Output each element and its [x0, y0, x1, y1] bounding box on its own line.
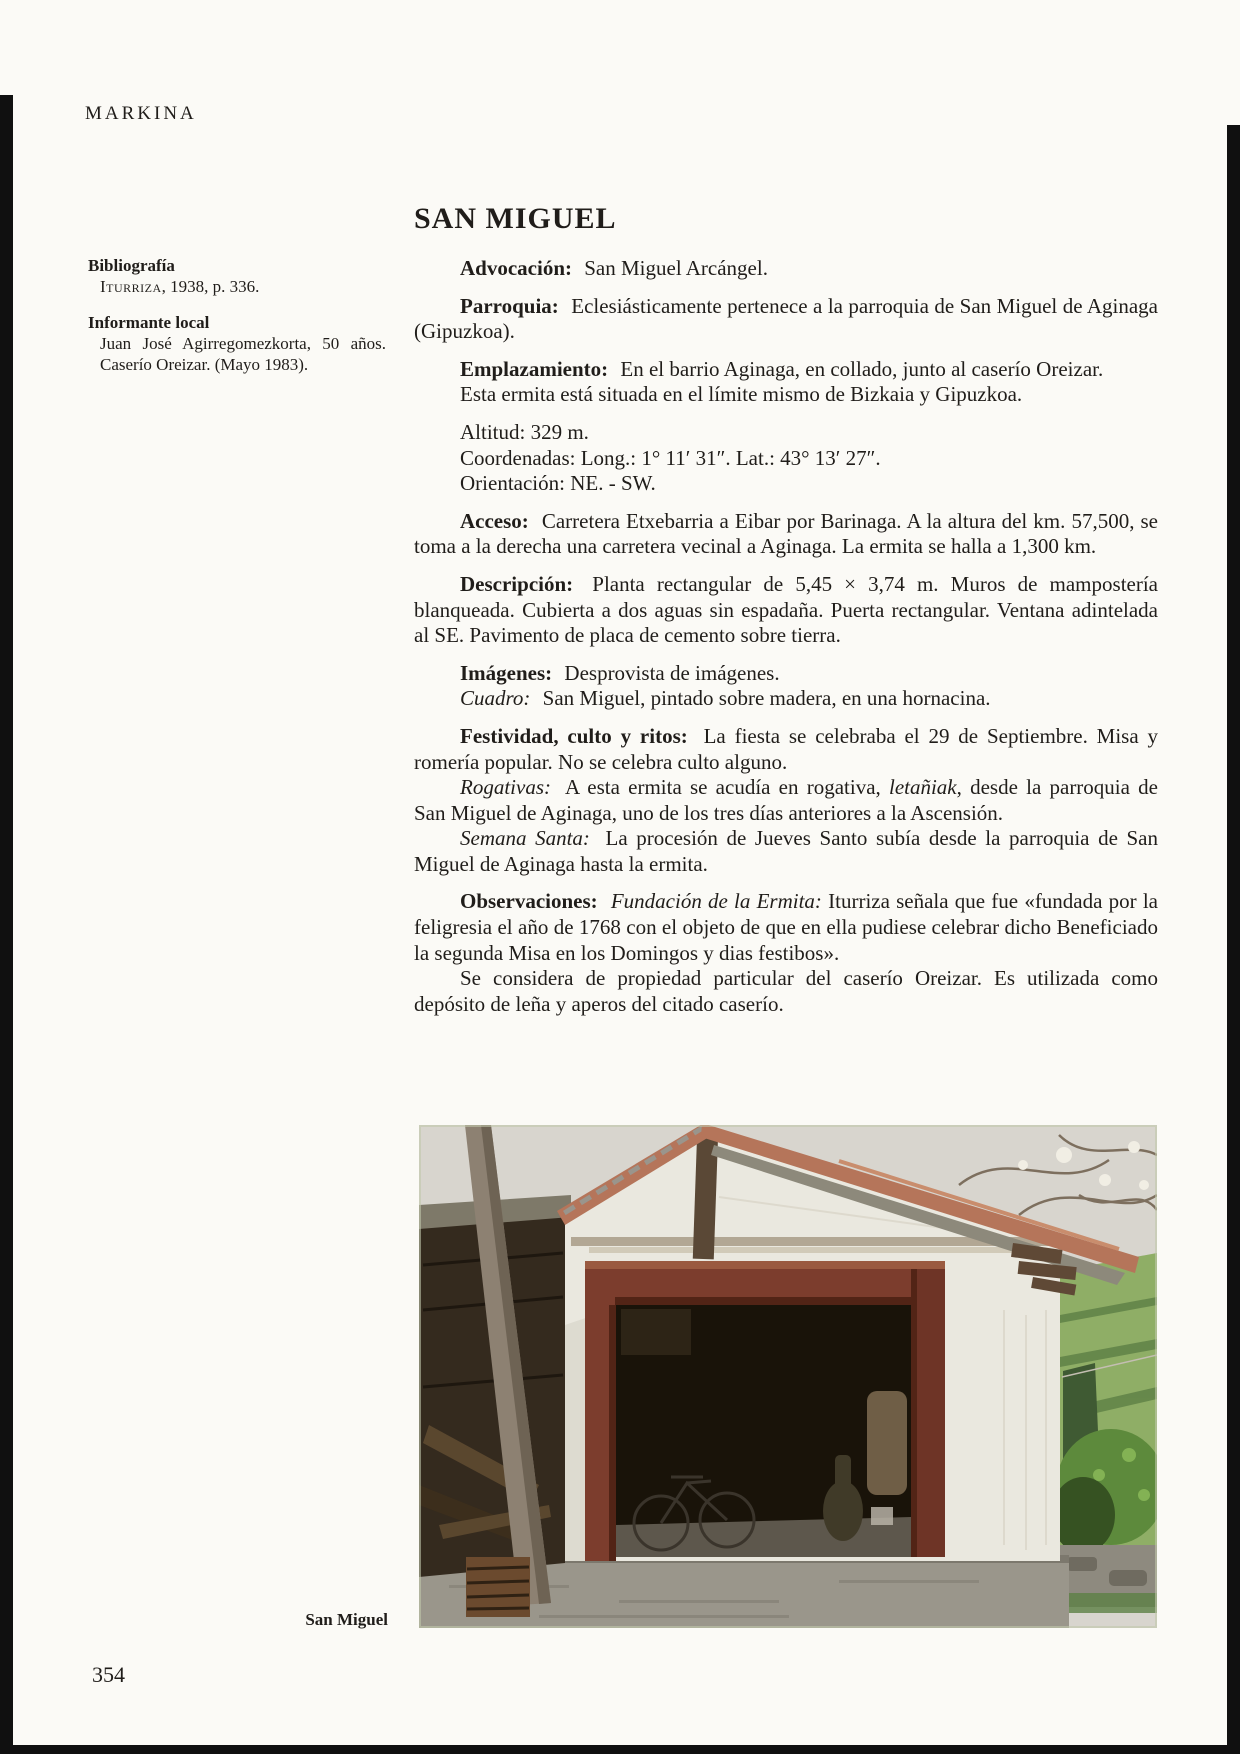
- paragraph-group: [414, 294, 1158, 345]
- paragraph: [414, 661, 1158, 687]
- bibliography-entry: [88, 276, 386, 297]
- text-run: En el barrio Aginaga, en collado, junto al caserío Oreizar.: [620, 356, 1104, 381]
- text-run: Esta ermita está situada en el límite mismo de Bizkaia y Gipuzkoa.: [460, 382, 1023, 407]
- paragraph-group: [414, 724, 1158, 878]
- informant-block: [88, 312, 386, 375]
- paragraph: [414, 357, 1158, 383]
- text-run: Iturriza señala que fue «fundada por la feligresia el año de 1768 con el objeto de que en ella pudiese celebrar dicho Beneficiado la segunda Misa en los Domingos y dias festibos».: [414, 889, 1158, 965]
- paragraph: [414, 775, 1158, 826]
- paragraph: [414, 572, 1158, 649]
- photo-caption: San Miguel: [305, 1610, 388, 1629]
- sack: [867, 1391, 907, 1495]
- field-label: Festividad, culto y ritos:: [460, 723, 688, 748]
- page-title: SAN MIGUEL: [414, 202, 617, 235]
- field-label: Emplazamiento:: [460, 356, 609, 381]
- italic-run: Cuadro:: [460, 686, 531, 711]
- paragraph-group: [414, 420, 1158, 497]
- field-label: Observaciones:: [460, 889, 598, 914]
- italic-run: Rogativas:: [460, 775, 551, 800]
- italic-run: Semana Santa:: [460, 826, 590, 851]
- paragraph: [414, 256, 1158, 282]
- scan-edge-bottom: [0, 1745, 1240, 1754]
- paragraph-group: [414, 357, 1158, 408]
- paragraph: [414, 889, 1158, 966]
- paragraph-group: [414, 256, 1158, 282]
- field-label: Acceso:: [460, 508, 529, 533]
- text-run: Eclesiásticamente pertenece a la parroquia de San Miguel de Aginaga (Gipuzkoa).: [414, 293, 1158, 344]
- informant-label: Informante local: [88, 313, 210, 332]
- paragraph: [414, 420, 1158, 446]
- paragraph: [414, 966, 1158, 1017]
- page-number: 354: [92, 1662, 125, 1687]
- paragraph: [414, 382, 1158, 408]
- text-run: La procesión de Jueves Santo subía desde la parroquia de San Miguel de Aginaga hasta la ermita.: [414, 826, 1159, 876]
- text-run: Planta rectangular de 5,45 × 3,74 m. Muros de mampostería blanqueada. Cubierta a dos aguas sin espadaña. Puerta rectangular. Ventana adintelada al SE. Pavimento de placa de cemento sobre tierra.: [414, 571, 1158, 648]
- text-run: Se considera de propiedad particular del caserío Oreizar. Es utilizada como depósito de leña y aperos del citado caserío.: [414, 966, 1158, 1016]
- paragraph-group: [414, 661, 1158, 712]
- text-run: Coordenadas: Long.: 1° 11′ 31″. Lat.: 43° 13′ 27″.: [460, 445, 881, 470]
- text-run: , desde la parroquia de San Miguel de Aginaga, uno de los tres días anteriores a la Ascensión.: [414, 775, 1158, 825]
- running-header: MARKINA: [85, 103, 197, 124]
- paragraph: [414, 294, 1158, 345]
- paragraph-group: [414, 572, 1158, 649]
- text-run: La fiesta se celebraba el 29 de Septiembre. Misa y romería popular. No se celebra culto alguno.: [414, 723, 1159, 774]
- article-body: [414, 256, 1158, 1017]
- author-smallcaps: Iturriza: [100, 277, 162, 296]
- paragraph-group: [414, 889, 1158, 1017]
- text-run: Carretera Etxebarria a Eibar por Barinaga. A la altura del km. 57,500, se toma a la derecha una carretera vecinal a Aginaga. La ermita se halla a 1,300 km.: [414, 508, 1158, 559]
- paragraph: [414, 446, 1158, 472]
- paragraph: [414, 826, 1158, 877]
- field-label: Parroquia:: [460, 293, 559, 318]
- text-run: A esta ermita se acudía en rogativa,: [565, 775, 889, 800]
- paragraph: [414, 686, 1158, 712]
- paragraph-group: [414, 509, 1158, 560]
- bibliography-label: Bibliografía: [88, 256, 175, 275]
- text-run: Desprovista de imágenes.: [564, 660, 780, 685]
- scan-edge-left: [0, 95, 13, 1754]
- paragraph: [414, 471, 1158, 497]
- italic-run: letañiak: [888, 775, 957, 800]
- field-label: Descripción:: [460, 571, 574, 596]
- hermitage-photo: [419, 1125, 1157, 1628]
- field-label: Imágenes:: [460, 660, 553, 685]
- sidebar: [88, 255, 386, 375]
- bibliography-entry-rest: , 1938, p. 336.: [161, 277, 260, 296]
- paragraph: [414, 509, 1158, 560]
- field-label: Advocación:: [460, 256, 572, 280]
- scan-edge-right: [1227, 125, 1240, 1754]
- text-run: San Miguel Arcángel.: [584, 256, 768, 280]
- text-run: San Miguel, pintado sobre madera, en una hornacina.: [542, 686, 991, 711]
- article: [414, 202, 1158, 1017]
- italic-run: Fundación de la Ermita:: [610, 889, 822, 914]
- paragraph: [414, 724, 1158, 775]
- text-run: Orientación: NE. - SW.: [460, 471, 656, 496]
- informant-entry: Juan José Agirregomezkorta, 50 años. Caserío Oreizar. (Mayo 1983).: [100, 334, 386, 374]
- text-run: Altitud: 329 m.: [460, 419, 589, 444]
- bibliography-block: [88, 255, 386, 297]
